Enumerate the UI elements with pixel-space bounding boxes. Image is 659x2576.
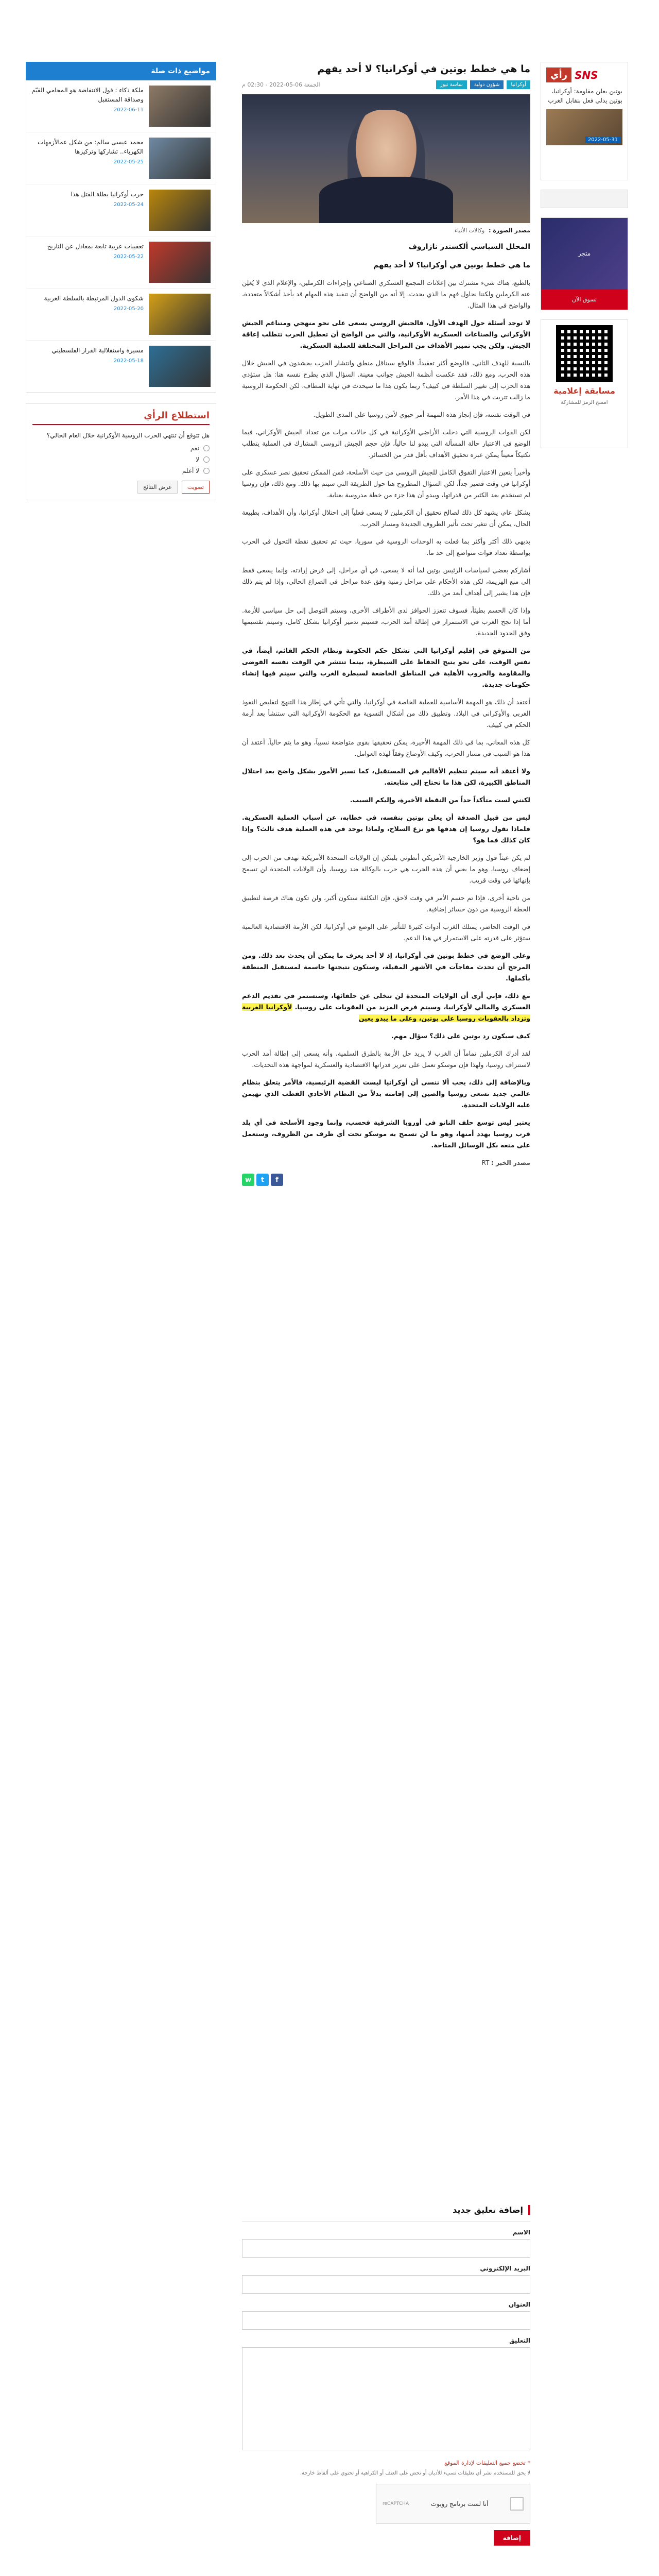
shop-ad-top: متجر (541, 218, 628, 289)
related-title[interactable]: ملكة ذكاء : قول الانتفاضة هو المحامي القيّم وصداقة المستقبل (31, 87, 144, 103)
right-ads-column (541, 62, 628, 457)
related-date: 2022-05-22 (113, 254, 144, 260)
article-paragraph: ولا أعتقد أنه سيتم تنظيم الأقاليم في المستقبل، كما تسير الأمور بشكل واضح بعد احتلال المناطق الكبيرة، لكن هذا ما نحتاج إلى متابعته. (242, 767, 530, 786)
related-thumbnail[interactable] (149, 242, 211, 283)
news-source-value: RT (481, 1159, 490, 1166)
comment-heading: إضافة تعليق جديد (242, 2205, 530, 2215)
article-paragraph: لم يكن عبثاً قول وزير الخارجية الأمريكي أنطوني بلينكن إن الولايات المتحدة الأمريكية تهدف من الحرب إلى إضعاف روسيا، وهو ما يعني أن هذه الحرب هي حرب بالوكالة ضد روسيا، وأن الولايات المتحدة لن تسمح بإنهائها في وقت قريب. (242, 854, 530, 884)
article (242, 62, 530, 1186)
source-label: مصدر الصورة : (489, 227, 530, 234)
related-date: 2022-05-20 (113, 306, 144, 312)
radio-icon[interactable] (203, 468, 210, 474)
hero-image (242, 94, 530, 223)
poll-option[interactable] (32, 445, 210, 452)
article-paragraph: بالطبع، هناك شيء مشترك بين إعلانات المجمع العسكري الصناعي وإجراءات الكرملين، والإعلام الذي لا يُعلِن عنه الكرملين ولكننا نحاول فهم ما الذي يحدث. إلا أنه من الواضح أن تنفيذ هذه المهام قد يأخذ أشكالاً متعددة، والواضح في هذا المثال. (242, 279, 530, 309)
article-paragraph: في الوقت الحاضر، يمتلك الغرب أدوات كثيرة للتأثير على الوضع في أوكرانيا، لكن الأزمة الاقتصادية العالمية ستؤثر على قدرته على الاستمرار في هذا الدعم. (242, 923, 530, 942)
ray-ad-date: 2022-05-31 (585, 137, 620, 143)
related-list (26, 80, 216, 393)
image-source (242, 227, 530, 234)
related-date: 2022-06-11 (113, 107, 144, 113)
paragraph-text: مع ذلك، فإني أرى أن الولايات المتحدة لن تتخلى عن حلفائها، وستستمر في تقديم الدعم العسكري والمالي لأوكرانيا، وسيتم فرض المزيد من العقوبات على روسيا. (242, 992, 530, 1011)
tag-link[interactable]: أوكرانيا (507, 80, 530, 89)
related-item[interactable] (26, 80, 216, 132)
related-title[interactable]: محمد عيسى سالم: من شكل عمالأزمهات الكهرباء.. تشاركها وتركيزها (37, 139, 144, 155)
article-paragraph: وبالإضافة إلى ذلك، يجب ألا ننسى أن أوكرانيا ليست القضية الرئيسية، فالأمر يتعلق بنظام عالمي جديد تسعى روسيا والصين إلى إقامته بدلاً من النظام الأحادي القطب الذي تهيمن عليه الولايات المتحدة. (242, 1078, 530, 1109)
related-item[interactable] (26, 184, 216, 236)
article-paragraph: من ناحية أخرى، فإذا تم حسم الأمر في وقت لاحق، فإن التكلفة ستكون أكبر، ولن تكون هناك فرصة لتطبيق الخطة الروسية من دون خسائر إضافية. (242, 894, 530, 913)
article-paragraph: في الوقت نفسه، فإن إنجاز هذه المهمة أمر حيوي لأمن روسيا على المدى الطويل. (313, 411, 530, 418)
facebook-share-icon[interactable]: f (271, 1174, 283, 1186)
ray-ad[interactable] (541, 62, 628, 180)
article-paragraph: يعتبر ليس توسع حلف الناتو في أوروبا الشرقية فحسب، وإنما وجود الأسلحة في أي بلد قرب روسيا يهدد أمنها، وهو ما لن تسمح به موسكو تحت أي ظرف من الظروف، وستعمل على منعه بكل الوسائل المتاحة. (242, 1118, 530, 1149)
radio-icon[interactable] (203, 445, 210, 451)
vote-button[interactable]: تصويت (182, 481, 210, 494)
sns-logo-text: SNS (575, 69, 598, 81)
tag-link[interactable]: شؤون دولية (470, 80, 504, 89)
article-paragraph: من المتوقع في إقليم أوكرانيا التي تشكل حكم الحكومة ونظام الحكم القائم، أيضاً، في نفس الوقت، على نحو يتيح الحفاظ على السيطرة، بينما تنتشر في الوقت نفسه الفوضى والمقاومة والحروب الأهلية في المناطق الخاضعة لسيطرة الغرب والتي سيتم فيها إنشاء حكومات جديدة. (242, 647, 530, 688)
qr-ad-subtitle: امسح الرمز للمشاركة (561, 400, 608, 405)
poll-actions (32, 481, 210, 494)
comment-textarea[interactable] (242, 2347, 530, 2450)
tag-link[interactable]: ساسة نيوز (436, 80, 467, 89)
article-paragraph: أعتقد أن ذلك هو المهمة الأساسية للعملية الخاصة في أوكرانيا، والتي تأتي في إطار هذا التنهج لتقليص النفوذ الغربي والأوكراني في البلاد. وتطبيق ذلك من أشكال التسوية مع الحكومة الأوكرانية التي ستنشأ بعد أزمة الحكم في كييف. (242, 698, 530, 728)
related-text (31, 86, 144, 127)
article-author-heading: المحلل السياسي ألكسندر نازاروف (408, 243, 530, 251)
related-text (31, 242, 144, 283)
related-text (31, 294, 144, 335)
article-paragraph: وعلى الوضع في خطط بوتين في أوكرانيا، إذ لا أحد يعرف ما يمكن أن يحدث بعد ذلك. ومن المرجح أن تحدث مفاجآت في الأشهر المقبلة، وستكون نتيجتها حاسمة لمستقبل المنطقة بأكملها. (242, 952, 530, 982)
results-button[interactable]: عرض النتائج (137, 481, 178, 494)
article-paragraph: ليس من قبيل الصدفة أن يعلن بوتين بنفسه، في خطابه، عن أسباب العملية العسكرية. فلماذا تقول روسيا إن هدفها هو نزع السلاح، ولماذا يوجد في هذه العملية هدف ثالث؟ وإذا كان كذلك فما هو؟ (242, 814, 530, 844)
comment-policy: لا يحق للمستخدم نشر أي تعليقات تسيء للأديان أو تحض على العنف أو الكراهية أو تحتوي على ألفاظ خارجة. (300, 2470, 530, 2476)
poll-option[interactable] (32, 456, 210, 463)
related-date: 2022-05-24 (113, 202, 144, 208)
title-input[interactable] (242, 2311, 530, 2330)
source-value: وكالات الأنباء (454, 227, 485, 234)
recaptcha-logo-icon: reCAPTCHA (383, 2501, 409, 2506)
comment-label: التعليق (509, 2337, 530, 2344)
related-title[interactable]: تعقيبات عربية تابعة بمعادل عن التاريخ (47, 243, 144, 250)
related-item[interactable] (26, 132, 216, 184)
article-paragraph: كيف سيكون رد بوتين على ذلك؟ سؤال مهم. (391, 1032, 530, 1040)
ray-ad-title[interactable]: بوتين يعلن مقاومة: أوكرانيا، بوتين يدلي فعل بنقابل الغرب (548, 88, 622, 104)
name-input[interactable] (242, 2239, 530, 2258)
whatsapp-share-icon[interactable]: w (242, 1174, 254, 1186)
article-paragraph: وأخيراً يتعين الاعتبار التفوق الكامل للجيش الروسي من حيث الأسلحة، فمن الممكن تحقيق نصر عسكري على أوكرانيا في وقت قصير جداً، لكن السؤال المطروح هنا حول الطريقة التي سيتم بها ذلك. ومع ذلك، فإن روسيا لم تستخدم بعد الكثير من قدراتها، ويبدو أن هذا جزء من خطة مدروسة بعناية. (242, 468, 530, 499)
ray-logo-text: رأي (546, 67, 571, 82)
poll-option-label: نعم (190, 445, 199, 452)
captcha-checkbox[interactable] (510, 2497, 524, 2511)
related-title[interactable]: مسيرة واستقلالية القرار الفلسطيني (51, 347, 144, 354)
recaptcha[interactable] (376, 2484, 530, 2524)
qr-code-icon (556, 325, 613, 382)
article-paragraph: بالنسبة للهدف الثاني، فالوضع أكثر تعقيداً. فالوقع سيناقل منطق وانتشار الحزب يحشدون في الجيش خلال هذه الحرب، ومع ذلك، فقد عكست أنظمة الجيش جوانب معينة. السؤال الذي يطرح نفسه هنا: هل ستؤدي هذه الحرب إلى تغيير السلطة في كييف؟ ربما يكون هذا ما سيحدث في نهاية المطاف، لكن الحكومة الروسية ما زالت تتريث في هذا الأمر. (242, 359, 530, 401)
radio-icon[interactable] (203, 456, 210, 463)
related-thumbnail[interactable] (149, 138, 211, 179)
qr-ad-title: مسابقة إعلامية (553, 386, 615, 396)
shop-ad-button[interactable]: تسوق الآن (541, 289, 628, 310)
related-title[interactable]: حرب أوكرانيا بطلة القتل هذا (71, 191, 144, 198)
poll-option-label: لا (196, 456, 199, 463)
related-thumbnail[interactable] (149, 86, 211, 127)
comment-form (242, 2205, 530, 2546)
poll-option-label: لا أعلم (182, 467, 199, 474)
article-paragraph: بشكل عام، يشهد كل ذلك لصالح تحقيق أن الكرملين لا يسعى فعلياً إلى احتلال أوكرانيا، وأن الأهداف، بطبيعة الحال، يمكن أن تتغير تحت تأثير الظروف الجديدة ومسار الحرب. (242, 509, 530, 528)
related-date: 2022-05-25 (113, 159, 144, 165)
poll-heading: استطلاع الرأي (32, 410, 210, 425)
article-date: الجمعة 06-05-2022 - 02:30 م (242, 81, 320, 88)
related-text (31, 190, 144, 231)
ray-logo (546, 67, 622, 82)
captcha-label: أنا لست برنامج روبوت (430, 2500, 489, 2507)
related-thumbnail[interactable] (149, 190, 211, 231)
article-paragraph: لكنني لست متأكداً حداً من النقطة الأخيرة، وإليكم السبب. (350, 796, 530, 804)
related-date: 2022-05-18 (113, 358, 144, 364)
related-text (31, 346, 144, 387)
article-subheading: ما هي خطط بوتين في أوكرانيا؟ لا أحد يفهم (373, 261, 530, 269)
title-label: العنوان (508, 2301, 530, 2308)
related-title[interactable]: شكوى الدول المرتبطة بالسلطة الغربية (44, 295, 144, 302)
news-source-label: مصدر الخبر : (491, 1159, 530, 1166)
poll-question: هل تتوقع أن تنتهي الحرب الروسية الأوكرانية خلال العام الحالي؟ (46, 432, 210, 439)
left-sidebar (26, 62, 216, 500)
article-paragraph: لا توجد أسئلة حول الهدف الأول، فالجيش الروسي يسعى على نحو منهجي ومتناغم الجيش الأوكراني والصناعات العسكرية الأوكرانية، والتي من الواضح أن تعطيل الحرب تتطلب إعاقة الجيش. ولكن يجب تمييز الأهداف من المراحل المختلفة للعملية العسكرية. (242, 319, 530, 349)
poll (26, 403, 216, 500)
article-paragraph: وإذا كان الحسم بطيئاً، فسوف تتعزز الحوافز لدى الأطراف الأخرى، وسيتم التوصل إلى حل سياسي للأزمة. أما إذا نجح الغرب في الاستمرار في إطالة أمد الحرب، فسيتم تدمير أوكرانيا بشكل كامل، وسيتم تقسيمها وفق الحدود الجديدة. (242, 606, 530, 637)
comment-note: * تخضع جميع التعليقات لإدارة الموقع (444, 2460, 530, 2466)
qr-ad[interactable] (541, 319, 628, 448)
related-heading: مواضيع ذات صلة (26, 62, 216, 80)
article-paragraph: لكن القوات الروسية التي دخلت الأراضي الأوكرانية في كل حالات مرات من تعداد الجيش الأوكراني، فيما الوضع في الاعتبار حالة المسألة التي يبدو لنا حالياً، فإن حجم الجيش الروسي المشارك في العملية يتطلب تكتيكاً معيناً يمكن عبره تحقيق الأهداف بأقل قدر من الخسائر. (242, 428, 530, 459)
twitter-share-icon[interactable]: t (256, 1174, 269, 1186)
related-item[interactable] (26, 236, 216, 289)
article-paragraph: كل هذه المعاني، بما في ذلك المهمة الأخيرة، يمكن تحقيقها بقوى متواضعة نسبياً، وهو ما يتم حالياً. أعتقد أن هذا هو السبب في مسار الحرب، وكيف الأوضاع وفقاً لهذه العوامل. (242, 738, 530, 757)
related-item[interactable] (26, 289, 216, 341)
portrait-suit (319, 177, 453, 223)
share-buttons (242, 1174, 530, 1186)
shop-ad[interactable] (541, 217, 628, 310)
article-paragraph (242, 990, 530, 1024)
related-thumbnail[interactable] (149, 294, 211, 335)
submit-comment-button[interactable]: إضافة (494, 2530, 530, 2546)
article-paragraph: بديهي ذلك أكثر وأكثر بما فعلت به الوحدات الروسية في سوريا، حيث تم تحقيق نقطة التحول في الحرب بواسطة تعداد قوات متواضع إلى حد ما. (242, 537, 530, 556)
ad-separator (541, 190, 628, 208)
ray-ad-thumbnail[interactable] (546, 109, 622, 145)
divider (242, 2221, 530, 2222)
news-source (242, 1159, 530, 1166)
poll-option[interactable] (32, 467, 210, 474)
article-meta (242, 80, 530, 89)
related-item[interactable] (26, 341, 216, 393)
article-paragraph: أشاركم بعضي لسياسات الرئيس بوتين لما أنه لا يسعى، في أي مراحل، إلى فرض إرادته، وإنما يسعى فقط إلى منع الهزيمة، لكن هذه الأحكام على مراحل زمنية وفق عدة مراحل في الصراع الحالي، وإذا لم يتم ذلك فإن هذا يشير إلى أهداف أبعد من ذلك. (242, 566, 530, 597)
article-tags (436, 80, 530, 89)
article-title: ما هي خطط بوتين في أوكرانيا؟ لا أحد يفهم (317, 63, 530, 75)
name-label: الاسم (512, 2229, 530, 2236)
email-input[interactable] (242, 2275, 530, 2294)
related-thumbnail[interactable] (149, 346, 211, 387)
highlighted-text: لأوكرانيا الغربية وتزداد بالعقوبات روسيا على بوتين، وعلى ما يبدو يعين (242, 1003, 530, 1022)
email-label: البريد الإلكتروني (480, 2265, 530, 2272)
related-text (31, 138, 144, 179)
article-paragraph: لقد أدرك الكرملين تماماً أن الغرب لا يريد حل الأزمة بالطرق السلمية، وأنه يسعى إلى إطالة أمد الحرب لاستنزاف روسيا، ولهذا فإن موسكو تعمل على تعزيز قدراتها الاقتصادية والعسكرية لمواجهة هذه التحديات. (242, 1049, 530, 1069)
